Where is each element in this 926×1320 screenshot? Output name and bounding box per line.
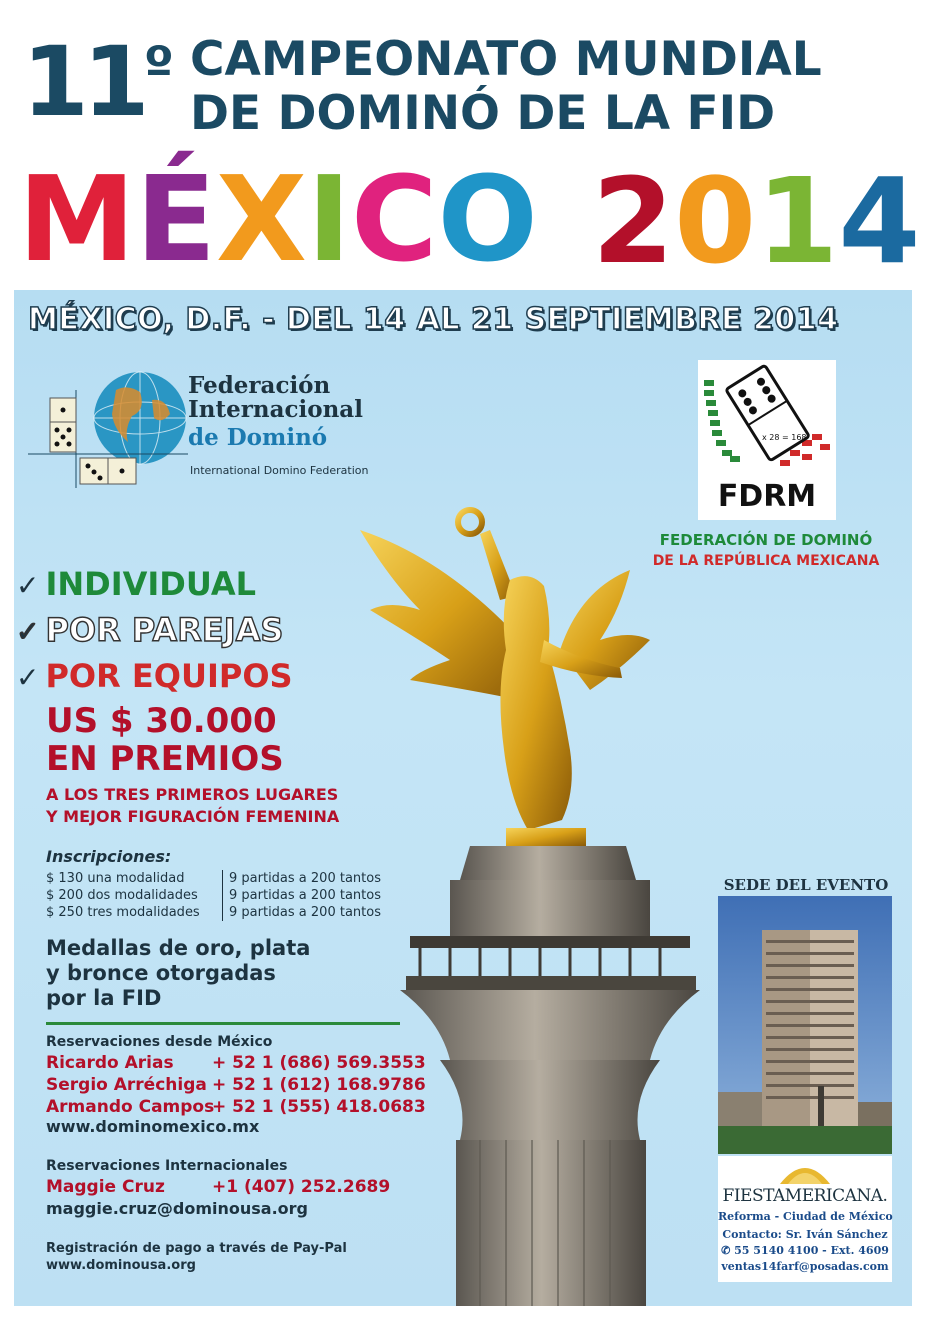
hotel-info [718,1156,892,1282]
check-icon: ✓ [16,615,40,648]
mexico-letter: I [307,150,351,288]
hotel-name: FIESTAMERICANA. [722,1186,888,1206]
contact-row: Sergio Arréchiga + 52 1 (612) 168.9786 [46,1075,426,1095]
hotel-location: Reforma - Ciudad de México [718,1210,893,1223]
inscription-row: $ 130 una modalidad 9 partidas a 200 tantos [46,871,381,886]
inscriptions-title: Inscripciones: [46,847,172,866]
mexico-letter: C [350,150,438,288]
medals-text: Medallas de oro, plata y bronce otorgadas por la FID [46,936,311,1010]
inscription-row: $ 200 dos modalidades 9 partidas a 200 tantos [46,888,381,903]
contact-row: Armando Campos + 52 1 (555) 418.0683 [46,1097,426,1117]
fdrm-abbr: FDRM [717,479,817,514]
modalities-list [16,562,293,700]
event-dates: MÉXICO, D.F. - DEL 14 AL 21 SEPTIEMBRE 2014 [28,302,839,337]
modality-pairs: ✓ POR PAREJAS [16,611,284,649]
prize-label: EN PREMIOS [46,739,284,779]
prize-description: A LOS TRES PRIMEROS LUGARES Y MEJOR FIGURACIÓN FEMENINA [46,785,340,826]
fid-name-line3: de Dominó [188,424,328,451]
title-line-2: DE DOMINÓ DE LA FID [190,86,776,141]
domino-icon [698,360,836,480]
check-icon: ✓ [16,569,40,602]
mexico-letter: M [18,150,136,288]
year-digit: 2 [592,152,675,290]
reservations-mexico-contacts [46,1052,426,1118]
intl-email-link[interactable]: maggie.cruz@dominousa.org [46,1199,308,1218]
year-digit: 0 [674,152,757,290]
title-line-1: CAMPEONATO MUNDIAL [190,32,822,87]
year-digit: 1 [756,152,839,290]
modality-individual: ✓ INDIVIDUAL [16,565,257,603]
dominousa-link[interactable]: www.dominousa.org [46,1258,196,1273]
intl-contact: Maggie Cruz +1 (407) 252.2689 [46,1177,391,1197]
edition-number: $11^º$ [22,26,175,138]
modality-teams: ✓ POR EQUIPOS [16,657,293,695]
fdrm-logo [698,360,836,520]
contact-row: Ricardo Arias + 52 1 (686) 569.3553 [46,1053,426,1073]
hotel-email-link[interactable]: ventas14farf@posadas.com [721,1260,889,1273]
reservations-mexico-title: Reservaciones desde México [46,1034,273,1050]
fid-name: Federación Internacional [188,372,363,424]
dominomexico-link[interactable]: www.dominomexico.mx [46,1117,260,1136]
hotel-phone: ✆ 55 5140 4100 - Ext. 4609 [721,1244,889,1257]
year-digit: 4 [838,152,921,290]
check-icon: ✓ [16,661,40,694]
mexico-letter: X [216,150,308,288]
year-wordmark [592,152,921,290]
hotel-contact: Contacto: Sr. Iván Sánchez [722,1228,888,1241]
hotel-photo [718,896,892,1154]
sun-logo-icon [718,1158,892,1188]
fdrm-name-line2: DE LA REPÚBLICA MEXICANA [652,553,880,569]
paypal-info: Registración de pago a través de Pay-Pal www.dominousa.org [46,1241,347,1273]
phone-icon: ✆ [721,1244,731,1257]
mexico-letter: O [437,150,538,288]
reservations-intl-title: Reservaciones Internacionales [46,1158,288,1174]
fdrm-name-line1: FEDERACIÓN DE DOMINÓ [659,531,873,549]
mexico-letter: É [135,150,217,288]
fid-subtitle: International Domino Federation [190,464,369,477]
divider [46,1022,400,1025]
inscriptions-table [46,870,381,921]
venue-title: SEDE DEL EVENTO [723,876,889,894]
prize-amount: US $ 30.000 [46,701,277,741]
inscription-row: $ 250 tres modalidades 9 partidas a 200 tantos [46,905,381,920]
svg-text:x 28 = 168: x 28 = 168 [762,433,807,442]
